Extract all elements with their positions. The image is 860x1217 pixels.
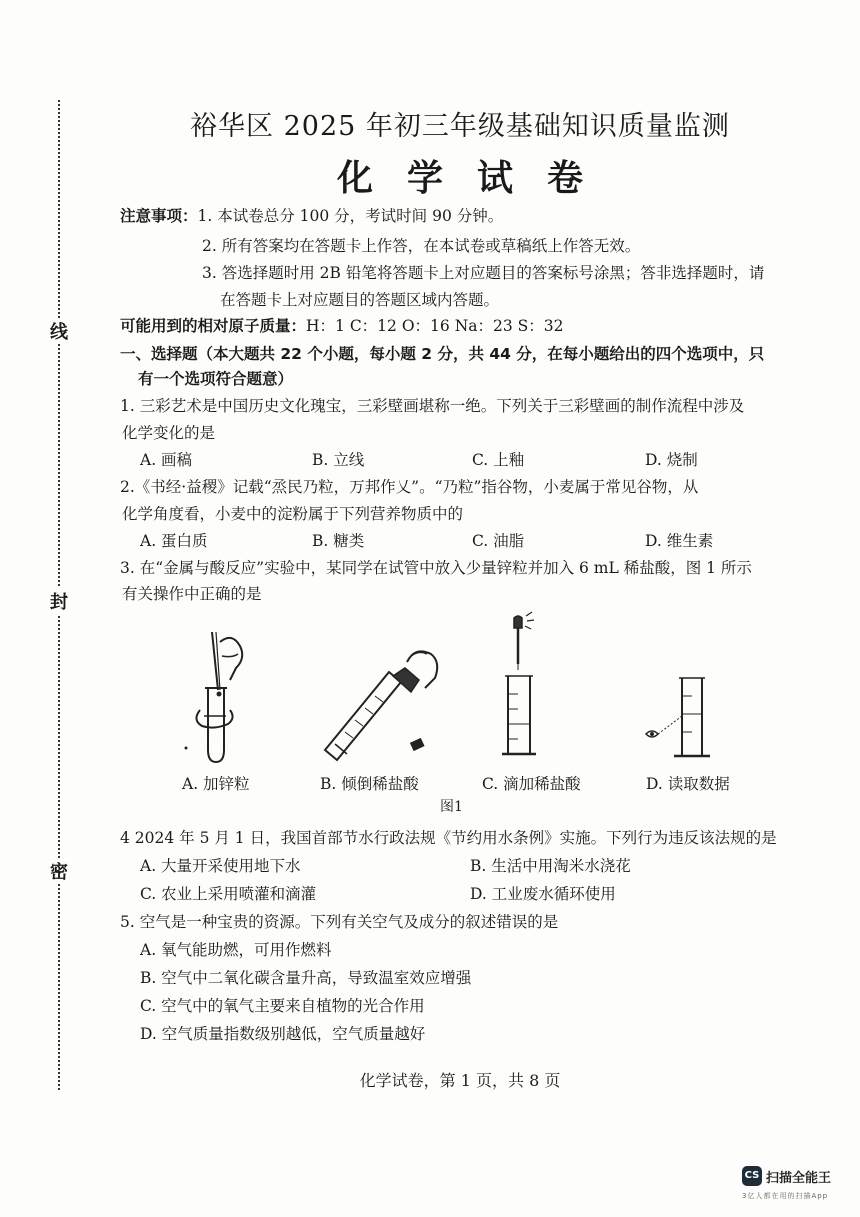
- binding-label-xian: 线: [48, 318, 70, 344]
- q1-option-d: D. 烧制: [645, 451, 698, 469]
- q3-option-c: C. 滴加稀盐酸: [482, 775, 581, 793]
- atomic-masses: [120, 314, 563, 336]
- figure-c-dropping-acid: [500, 614, 560, 769]
- atomic-masses-label: 可能用到的相对原子质量：: [120, 317, 307, 335]
- q3-option-a: A. 加锌粒: [182, 775, 250, 793]
- notes-item-3: 3. 答选择题时用 2B 铅笔将答题卡上对应题目的答案标号涂黑；答非选择题时，请: [202, 264, 765, 282]
- q5-option-c: C. 空气中的氧气主要来自植物的光合作用: [140, 997, 425, 1015]
- q4-option-a: A. 大量开采使用地下水: [140, 857, 301, 875]
- camscanner-tagline: 3亿人都在用的扫描App: [742, 1192, 829, 1200]
- notes-label: 注意事项：: [120, 207, 198, 225]
- camscanner-name: 扫描全能王: [766, 1171, 832, 1186]
- q1-stem-2: 化学变化的是: [122, 424, 216, 442]
- figure-b-pouring-acid: [315, 632, 445, 767]
- q2-option-d: D. 维生素: [645, 532, 714, 550]
- notes-line-1: [120, 204, 503, 226]
- section1-heading-2: 有一个选项符合题意）: [138, 370, 294, 388]
- q5-option-b: B. 空气中二氧化碳含量升高，导致温室效应增强: [140, 969, 472, 987]
- notes-item-2: 2. 所有答案均在答题卡上作答，在本试卷或草稿纸上作答无效。: [202, 237, 641, 255]
- q1-option-b: B. 立线: [312, 451, 365, 469]
- q2-option-c: C. 油脂: [472, 532, 525, 550]
- q3-stem-2: 有关操作中正确的是: [122, 585, 262, 603]
- q3-option-b: B. 倾倒稀盐酸: [320, 775, 419, 793]
- q2-option-b: B. 糖类: [312, 532, 365, 550]
- q2-stem-2: 化学角度看，小麦中的淀粉属于下列营养物质中的: [122, 505, 464, 523]
- atomic-masses-values: H：1 C：12 O：16 Na：23 S：32: [306, 317, 564, 335]
- q2-option-a: A. 蛋白质: [140, 532, 208, 550]
- q1-option-a: A. 画稿: [140, 451, 193, 469]
- q4-option-c: C. 农业上采用喷灌和滴灌: [140, 885, 317, 903]
- figure-1-caption: 图1: [440, 799, 463, 815]
- q4-stem: 4 2024 年 5 月 1 日，我国首部节水行政法规《节约用水条例》实施。下列行为违反该法规的是: [120, 829, 777, 847]
- figure-d-reading-volume: [644, 672, 734, 770]
- q3-option-d: D. 读取数据: [646, 775, 730, 793]
- notes-item-3-cont: 在答题卡上对应题目的答题区域内答题。: [220, 291, 500, 309]
- figure-a-adding-zinc: [180, 628, 260, 768]
- q3-stem-1: 3. 在“金属与酸反应”实验中，某同学在试管中放入少量锌粒并加入 6 mL 稀盐酸，图 1 所示: [120, 559, 752, 577]
- q4-option-b: B. 生活中用淘米水浇花: [470, 857, 631, 875]
- subject-title: 化学试卷: [336, 157, 617, 199]
- section1-heading-1: 一、选择题（本大题共 22 个小题，每小题 2 分，共 44 分，在每小题给出的四个选项中，只: [120, 345, 765, 363]
- camscanner-logo: CS: [742, 1166, 762, 1186]
- binding-label-mi: 密: [48, 858, 70, 884]
- binding-label-feng: 封: [48, 588, 70, 614]
- q5-option-a: A. 氧气能助燃，可用作燃料: [140, 941, 332, 959]
- notes-item-1: 1. 本试卷总分 100 分，考试时间 90 分钟。: [197, 207, 504, 225]
- q2-stem-1: 2.《书经·益稷》记载“烝民乃粒，万邦作乂”。“乃粒”指谷物，小麦属于常见谷物，从: [120, 478, 699, 496]
- page-footer: 化学试卷，第 1 页，共 8 页: [359, 1071, 561, 1090]
- q1-stem-1: 1. 三彩艺术是中国历史文化瑰宝，三彩壁画堪称一绝。下列关于三彩壁画的制作流程中涉及: [120, 397, 745, 415]
- q4-option-d: D. 工业废水循环使用: [470, 885, 616, 903]
- q5-option-d: D. 空气质量指数级别越低，空气质量越好: [140, 1025, 426, 1043]
- q1-option-c: C. 上釉: [472, 451, 525, 469]
- exam-title: 裕华区 2025 年初三年级基础知识质量监测: [190, 111, 730, 142]
- q5-stem: 5. 空气是一种宝贵的资源。下列有关空气及成分的叙述错误的是: [120, 913, 559, 931]
